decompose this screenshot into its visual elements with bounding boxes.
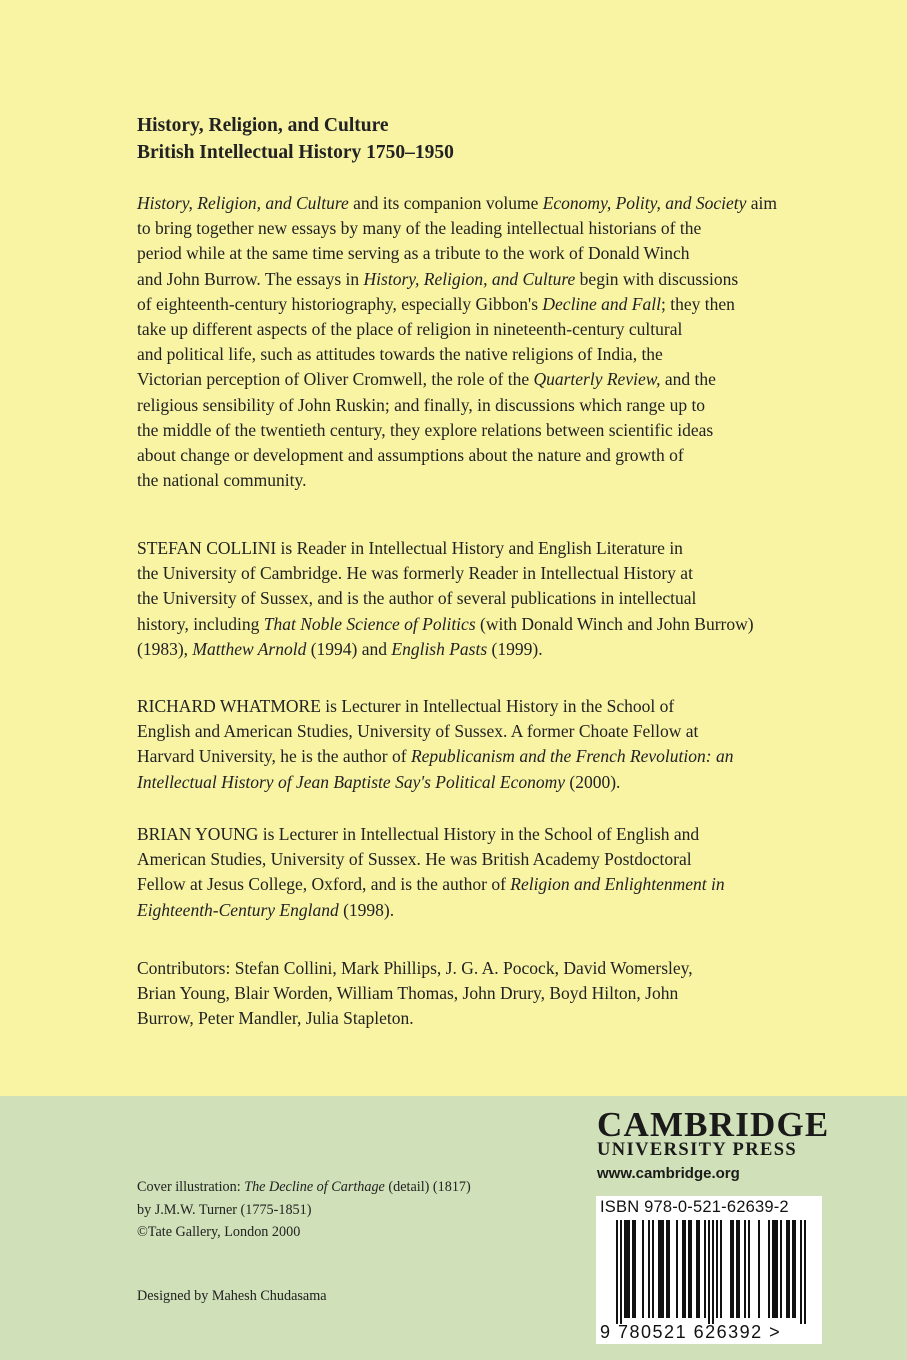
- bio_whatmore-line: [137, 694, 782, 719]
- description-line: [137, 241, 782, 266]
- text-run: STEFAN COLLINI is Reader in Intellectual History and English Literature in: [137, 538, 683, 558]
- barcode-bar: [738, 1220, 740, 1318]
- text-run: about change or development and assumptions about the nature and growth of: [137, 445, 684, 466]
- barcode-bar: [676, 1220, 678, 1318]
- barcode-bar: [786, 1220, 788, 1318]
- description-line: [137, 267, 782, 292]
- bio-stefan-collini: [137, 536, 782, 662]
- description-line: [137, 418, 782, 443]
- barcode-bar: [712, 1220, 714, 1324]
- barcode-bar: [774, 1220, 776, 1318]
- barcode-bar: [684, 1220, 686, 1318]
- text-run: English Pasts: [391, 638, 488, 659]
- bio_young-line: [137, 847, 782, 872]
- bio-richard-whatmore: [137, 694, 782, 795]
- barcode-bar: [642, 1220, 644, 1318]
- text-run: (1999).: [487, 638, 543, 659]
- barcode-bar: [794, 1220, 796, 1318]
- barcode-bar: [688, 1220, 690, 1318]
- description-line: [137, 216, 782, 241]
- bio_whatmore-line: [137, 770, 782, 795]
- barcode-bar: [732, 1220, 734, 1318]
- barcode-bar: [716, 1220, 718, 1318]
- bio_whatmore-line: [137, 744, 782, 769]
- contributors-line: [137, 1006, 782, 1031]
- bio_collini-line: [137, 637, 782, 662]
- publisher-logo-name: CAMBRIDGE: [597, 1105, 830, 1144]
- description-line: [137, 468, 782, 493]
- text-run: Harvard University, he is the author of: [137, 746, 411, 767]
- text-run: That Noble Science of Politics: [263, 613, 476, 634]
- bio_young-line: [137, 822, 782, 847]
- barcode-bar: [696, 1220, 698, 1318]
- text-run: begin with discussions: [575, 268, 739, 289]
- text-run: of eighteenth-century historiography, especially Gibbon's: [137, 293, 543, 314]
- barcode-bar: [758, 1220, 760, 1318]
- text-run: Quarterly Review,: [533, 369, 661, 390]
- text-run: and the: [660, 369, 716, 390]
- text-run: The Decline of Carthage: [244, 1179, 385, 1195]
- barcode-bar: [800, 1220, 802, 1324]
- description-paragraph: [137, 191, 782, 493]
- text-run: Fellow at Jesus College, Oxford, and is the author of: [137, 874, 511, 895]
- barcode-bar: [772, 1220, 774, 1318]
- text-run: BRIAN YOUNG is Lecturer in Intellectual History in the School of English and: [137, 824, 700, 844]
- description-line: [137, 367, 782, 392]
- barcode-bar: [792, 1220, 794, 1318]
- text-run: (detail) (1817): [384, 1179, 471, 1195]
- text-run: Decline and Fall: [542, 293, 661, 314]
- cover_credit-line: [137, 1199, 471, 1222]
- text-run: Burrow, Peter Mandler, Julia Stapleton.: [137, 1008, 414, 1029]
- barcode-bar: [708, 1220, 710, 1324]
- text-run: History, Religion, and Culture: [363, 268, 576, 289]
- contributors-line: [137, 956, 782, 981]
- description-line: [137, 393, 782, 418]
- description-line: [137, 342, 782, 367]
- text-run: History, Religion, and Culture: [137, 193, 349, 213]
- text-run: Victorian perception of Oliver Cromwell, the role of the: [137, 369, 534, 390]
- text-run: and political life, such as attitudes towards the native religions of India, the: [137, 344, 663, 365]
- text-run: period while at the same time serving as a tribute to the work of Donald Winch: [137, 243, 690, 264]
- text-run: and John Burrow. The essays in: [137, 268, 364, 289]
- bio-brian-young: [137, 822, 782, 923]
- text-run: Intellectual History of Jean Baptiste Say's Political Economy: [137, 771, 566, 792]
- cover_credit-line: [137, 1176, 471, 1199]
- barcode-bar: [804, 1220, 806, 1324]
- barcode-bar: [632, 1220, 634, 1318]
- text-run: (1983),: [137, 638, 193, 659]
- bio_young-line: [137, 872, 782, 897]
- bio_young-line: [137, 898, 782, 923]
- cover_credit-line: [137, 1221, 471, 1244]
- cover-illustration-credit: [137, 1176, 471, 1244]
- bio_collini-line: [137, 536, 782, 561]
- text-run: American Studies, University of Sussex. He was British Academy Postdoctoral: [137, 849, 692, 870]
- barcode-bar: [668, 1220, 670, 1318]
- text-run: Eighteenth-Century England: [137, 899, 339, 920]
- barcode-bar: [730, 1220, 732, 1318]
- text-run: the middle of the twentieth century, they explore relations between scientific ideas: [137, 419, 714, 440]
- text-run: take up different aspects of the place of religion in nineteenth-century cultural: [137, 319, 683, 340]
- text-run: and its companion volume: [348, 193, 543, 213]
- bio_collini-line: [137, 586, 782, 611]
- description-line: [137, 292, 782, 317]
- barcode-bar: [704, 1220, 706, 1318]
- barcode-bar: [652, 1220, 654, 1318]
- text-run: (2000).: [565, 771, 621, 792]
- bio_collini-line: [137, 561, 782, 586]
- barcode-bar: [698, 1220, 700, 1318]
- barcode-bar: [662, 1220, 664, 1318]
- text-run: Contributors: Stefan Collini, Mark Phillips, J. G. A. Pocock, David Womersley,: [137, 958, 693, 978]
- text-run: religious sensibility of John Ruskin; and finally, in discussions which range up to: [137, 394, 706, 415]
- barcode-bar: [626, 1220, 628, 1318]
- text-run: the national community.: [137, 470, 307, 491]
- text-run: (with Donald Winch and John Burrow): [475, 613, 754, 634]
- barcode-bar: [620, 1220, 622, 1324]
- bio_whatmore-line: [137, 719, 782, 744]
- barcode-bar: [780, 1220, 782, 1318]
- text-run: Cover illustration:: [137, 1179, 245, 1195]
- barcode-bar: [628, 1220, 630, 1318]
- book-subtitle: British Intellectual History 1750–1950: [137, 142, 454, 163]
- barcode-bar: [720, 1220, 722, 1318]
- barcode-bar: [768, 1220, 770, 1318]
- text-run: Matthew Arnold: [192, 638, 307, 659]
- book-title: History, Religion, and Culture: [137, 115, 389, 136]
- barcode-digits: 9 780521 626392 >: [600, 1322, 782, 1342]
- barcode-bar: [634, 1220, 636, 1318]
- contributors-list: [137, 956, 782, 1032]
- designer-credit: Designed by Mahesh Chudasama: [137, 1288, 327, 1304]
- text-run: (1998).: [338, 899, 395, 920]
- text-run: ©Tate Gallery, London 2000: [137, 1224, 301, 1241]
- text-run: the University of Sussex, and is the author of several publications in intellectual: [137, 588, 697, 609]
- publisher-url[interactable]: www.cambridge.org: [597, 1165, 740, 1182]
- barcode-bar: [776, 1220, 778, 1318]
- description-line: [137, 443, 782, 468]
- barcode-bar: [744, 1220, 746, 1318]
- isbn-label: ISBN 978-0-521-62639-2: [600, 1198, 789, 1216]
- barcode-bar: [748, 1220, 750, 1318]
- description-line: [137, 191, 782, 216]
- barcode-bar: [624, 1220, 626, 1318]
- barcode-bar: [666, 1220, 668, 1318]
- text-run: by J.M.W. Turner (1775-1851): [137, 1201, 312, 1218]
- text-run: to bring together new essays by many of the leading intellectual historians of the: [137, 218, 702, 239]
- text-run: Brian Young, Blair Worden, William Thomas, John Drury, Boyd Hilton, John: [137, 983, 679, 1004]
- bio_collini-line: [137, 612, 782, 637]
- text-run: history, including: [137, 613, 264, 634]
- barcode-bar: [736, 1220, 738, 1318]
- isbn-barcode: [596, 1196, 822, 1344]
- barcode-bar: [682, 1220, 684, 1318]
- publisher-logo-sub: UNIVERSITY PRESS: [597, 1140, 798, 1160]
- barcode-bar: [616, 1220, 618, 1324]
- text-run: Republicanism and the French Revolution: an: [410, 746, 734, 767]
- text-run: RICHARD WHATMORE is Lecturer in Intellectual History in the School of: [137, 696, 675, 716]
- barcode-bar: [660, 1220, 662, 1318]
- text-run: Economy, Polity, and Society: [542, 193, 747, 213]
- contributors-line: [137, 981, 782, 1006]
- description-line: [137, 317, 782, 342]
- text-run: (1994) and: [306, 638, 392, 659]
- text-run: aim: [746, 193, 777, 213]
- barcode-bar: [658, 1220, 660, 1318]
- text-run: the University of Cambridge. He was formerly Reader in Intellectual History at: [137, 563, 693, 584]
- barcode-bar: [788, 1220, 790, 1318]
- text-run: English and American Studies, University of Sussex. A former Choate Fellow at: [137, 721, 699, 742]
- barcode-bar: [648, 1220, 650, 1318]
- text-run: Religion and Enlightenment in: [510, 874, 725, 895]
- barcode-bar: [690, 1220, 692, 1318]
- text-run: ; they then: [660, 293, 735, 314]
